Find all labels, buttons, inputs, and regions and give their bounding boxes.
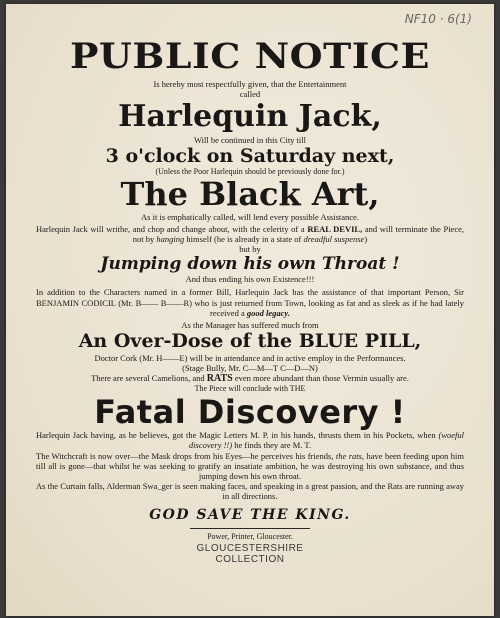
- ending-line: And thus ending his own Existence!!!: [185, 274, 315, 285]
- divider: [190, 528, 310, 529]
- page-title: PUBLIC NOTICE: [69, 36, 431, 77]
- fatal-discovery-heading: Fatal Discovery !: [94, 393, 406, 432]
- archive-reference-mark: NF10 · 6(1): [404, 12, 472, 26]
- conclude-line: The Piece will conclude with THE: [194, 384, 306, 394]
- paragraph-codicil: [30, 287, 470, 318]
- text-run-italic: the rats,: [335, 450, 365, 461]
- overdose-heading: An Over-Dose of the BLUE PILL,: [78, 330, 422, 353]
- manager-line: As the Manager has suffered much from: [181, 320, 319, 331]
- show-name-heading: Harlequin Jack,: [118, 99, 382, 134]
- but-by-line: but by: [239, 244, 261, 255]
- text-run-bold: REAL DEVIL,: [307, 224, 363, 234]
- text-run: In addition to the Characters named in a former Bill, Harlequin Jack has the assistance of that important Person, Sir BENJAMIN CODICIL (Mr. B—— B——R) who is just returned from Town, looking as fat and as sleek as if he had lately received a: [36, 287, 464, 318]
- collection-stamp-line-2: COLLECTION: [215, 553, 285, 565]
- paragraph-witchcraft: [30, 451, 470, 482]
- poster-sheet: [6, 4, 494, 616]
- intro-line-1: Is hereby most respectfully given, that the Entertainment: [153, 79, 347, 89]
- paragraph-curtain: [30, 481, 470, 501]
- paragraph-devil: [30, 224, 470, 244]
- camelions-line: [30, 373, 470, 384]
- text-run: There are several Camelions, and: [91, 373, 207, 384]
- printer-imprint: Power, Printer, Gloucester.: [207, 531, 293, 541]
- text-run: ): [364, 234, 368, 245]
- text-run-italic: dreadful suspense: [303, 234, 365, 245]
- intro-line-2: called: [239, 89, 261, 99]
- black-art-heading: The Black Art,: [120, 175, 380, 213]
- text-run: and will terminate the Piece, not by: [132, 224, 464, 245]
- paragraph-doctor: [30, 353, 470, 363]
- text-run: The Witchcraft is now over—the Mask drops from his Eyes—he perceives his friends,: [36, 450, 336, 461]
- text-run: even more abundant than those Vermin usually are.: [232, 373, 409, 384]
- notice-content: [30, 38, 470, 565]
- text-run: As the Curtain falls, Alderman Swa_ger is seen making faces, and speaking in a great passion, and the Rats are running away in all directions.: [36, 481, 464, 502]
- text-run-italic: hanging: [156, 234, 185, 245]
- text-run: Harlequin Jack will writhe, and chop and change about, with the celerity of a: [36, 224, 308, 234]
- text-run-bold: RATS: [206, 373, 233, 385]
- text-run: have been feeding upon him till all is gone—that whilst he was seeking to gratify an insatiate ambition, he was destroying his own substance, and thus jumping down his own throat.: [36, 450, 464, 482]
- god-save-the-king-heading: GOD SAVE THE KING.: [149, 506, 351, 523]
- collection-stamp-line-1: GLOUCESTERSHIRE: [196, 542, 304, 554]
- text-run-italic: good legacy.: [246, 307, 290, 318]
- text-run: Harlequin Jack having, as he believes, got the Magic Letters M. P. in his hands, thrusts them in his Pockets, when: [36, 430, 439, 441]
- text-run: he finds they are M. T.: [232, 440, 312, 451]
- stage-bully-line: (Stage Bully, Mr. C—M—T C—D—N): [182, 363, 318, 374]
- called-line: As it is emphatically called, will lend every possible Assistance.: [141, 212, 359, 222]
- proviso-line: (Unless the Poor Harlequin should be previously done for.): [155, 167, 345, 176]
- text-run: himself (he is already in a state of: [184, 234, 304, 245]
- text-run: Doctor Cork (Mr. H——E) will be in attendance and in active employ in the Performances.: [94, 353, 406, 364]
- jumping-heading: Jumping down his own Throat !: [100, 254, 400, 275]
- time-heading: 3 o'clock on Saturday next,: [105, 145, 395, 167]
- paragraph-magic-letters: [30, 430, 470, 450]
- continued-line: Will be continued in this City till: [193, 135, 307, 145]
- text-run-italic: (woeful discovery !!): [188, 430, 464, 451]
